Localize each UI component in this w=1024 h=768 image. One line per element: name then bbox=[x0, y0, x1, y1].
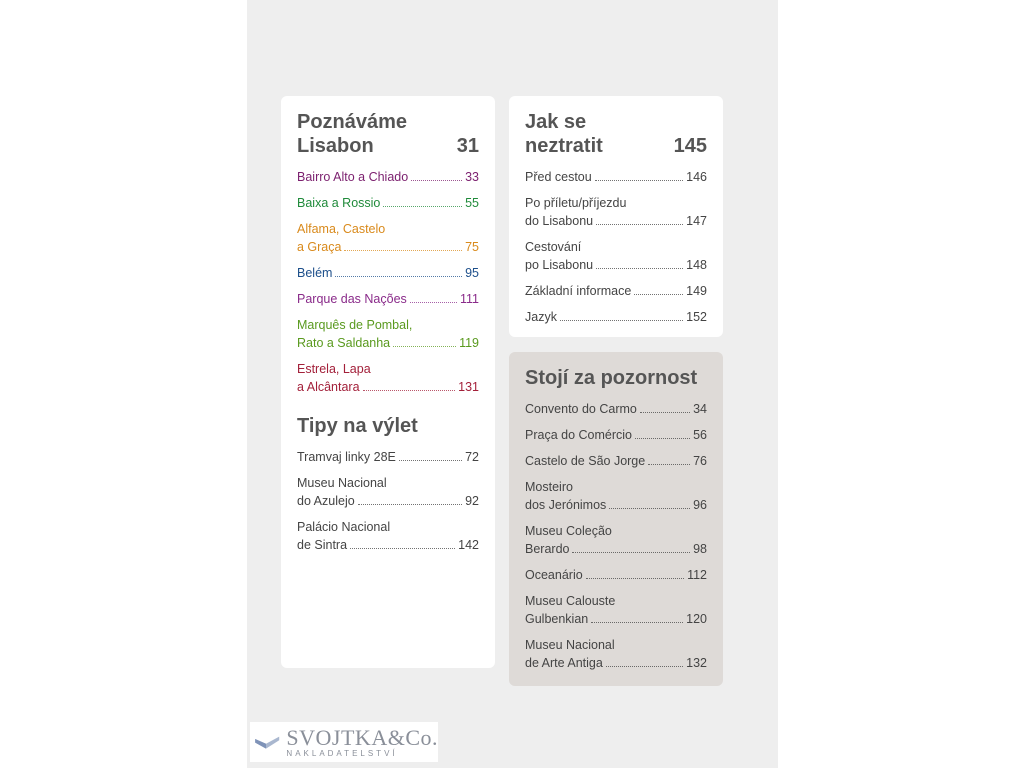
dot-leader bbox=[358, 494, 462, 505]
toc-entry-page-number: 112 bbox=[687, 568, 707, 582]
toc-entry-page-number: 120 bbox=[686, 612, 707, 626]
toc-entry-title: Berardo bbox=[525, 542, 570, 556]
toc-entry-line bbox=[525, 256, 707, 274]
toc-entry-line bbox=[297, 194, 479, 212]
toc-entry-page-number: 34 bbox=[693, 402, 707, 416]
toc-entry bbox=[297, 360, 479, 396]
toc-entry-line bbox=[297, 290, 479, 308]
toc-entry-title-line-1: Museu Nacional bbox=[525, 638, 615, 652]
toc-entry-title: de Arte Antiga bbox=[525, 656, 603, 670]
publisher-logo bbox=[250, 722, 438, 762]
dot-leader bbox=[596, 258, 683, 269]
toc-entry-line bbox=[297, 238, 479, 256]
toc-panel-explore bbox=[281, 96, 495, 668]
toc-entry-page-number: 146 bbox=[686, 170, 707, 184]
toc-entry-page-number: 72 bbox=[465, 450, 479, 464]
toc-entry-page-number: 132 bbox=[686, 656, 707, 670]
toc-panel-highlights bbox=[509, 352, 723, 686]
toc-entry bbox=[297, 448, 479, 466]
title-line-1: Jak se bbox=[525, 111, 587, 133]
toc-entry bbox=[525, 194, 707, 230]
toc-entry-line bbox=[525, 282, 707, 300]
toc-entry-page-number: 95 bbox=[465, 266, 479, 280]
book-logo-icon bbox=[254, 727, 280, 757]
toc-entry bbox=[525, 308, 707, 326]
toc-entry bbox=[525, 566, 707, 584]
toc-entry-page-number: 56 bbox=[693, 428, 707, 442]
title-line-1: Poznáváme bbox=[297, 111, 408, 133]
toc-panel-practical bbox=[509, 96, 723, 337]
logo-subtitle: NAKLADATELSTVÍ bbox=[286, 748, 398, 758]
toc-entry-title: Convento do Carmo bbox=[525, 402, 637, 416]
toc-entry-title: Gulbenkian bbox=[525, 612, 589, 626]
toc-entry-line bbox=[297, 264, 479, 282]
toc-entry-line bbox=[297, 536, 479, 554]
toc-entry-title: po Lisabonu bbox=[525, 258, 594, 272]
toc-entry bbox=[525, 400, 707, 418]
toc-entry-title-line-1: Po příletu/příjezdu bbox=[525, 196, 627, 210]
toc-entry-title: do Lisabonu bbox=[525, 214, 594, 228]
toc-entry-title: Belém bbox=[297, 266, 333, 280]
dot-leader bbox=[411, 170, 462, 181]
toc-entry-title: Bairro Alto a Chiado bbox=[297, 170, 409, 184]
toc-entry-title-line-1: Museu Calouste bbox=[525, 594, 616, 608]
dot-leader bbox=[383, 196, 462, 207]
toc-entry bbox=[297, 220, 479, 256]
dot-leader bbox=[344, 240, 462, 251]
toc-entry-line bbox=[525, 400, 707, 418]
toc-entry-title-line-1: Museu Coleção bbox=[525, 524, 612, 538]
toc-entry bbox=[297, 518, 479, 554]
toc-entry-title-line-1: Alfama, Castelo bbox=[297, 222, 386, 236]
section-title-stoji-za-pozornost bbox=[525, 366, 707, 390]
dot-leader bbox=[560, 310, 683, 321]
toc-entry-title: Jazyk bbox=[525, 310, 557, 324]
toc-list-practical bbox=[525, 168, 707, 326]
toc-entry-title-line-1: Mosteiro bbox=[525, 480, 573, 494]
toc-entry-title-line-1: Cestování bbox=[525, 240, 582, 254]
toc-entry-title: Baixa a Rossio bbox=[297, 196, 381, 210]
dot-leader bbox=[591, 612, 683, 623]
dot-leader bbox=[363, 380, 456, 391]
dot-leader bbox=[595, 170, 683, 181]
dot-leader bbox=[596, 214, 683, 225]
dot-leader bbox=[572, 542, 690, 553]
dot-leader bbox=[393, 336, 456, 347]
toc-entry-line bbox=[525, 566, 707, 584]
dot-leader bbox=[648, 454, 690, 465]
toc-entry bbox=[297, 290, 479, 308]
toc-entry-line bbox=[525, 654, 707, 672]
toc-entry-page-number: 111 bbox=[459, 292, 479, 306]
toc-entry bbox=[525, 592, 707, 628]
dot-leader bbox=[640, 402, 690, 413]
toc-entry-line bbox=[525, 308, 707, 326]
dot-leader bbox=[609, 498, 690, 509]
toc-entry-title: Před cestou bbox=[525, 170, 592, 184]
toc-entry-page-number: 92 bbox=[465, 494, 479, 508]
toc-entry bbox=[525, 426, 707, 444]
toc-entry bbox=[525, 238, 707, 274]
toc-entry-line bbox=[297, 168, 479, 186]
toc-entry-line bbox=[525, 212, 707, 230]
toc-entry-page-number: 142 bbox=[458, 538, 479, 552]
toc-entry-title: a Graça bbox=[297, 240, 342, 254]
toc-entry-line bbox=[297, 378, 479, 396]
toc-entry-line bbox=[525, 452, 707, 470]
toc-entry bbox=[297, 316, 479, 352]
toc-entry-line bbox=[525, 426, 707, 444]
section-title-poznavame bbox=[297, 110, 479, 158]
toc-entry-line bbox=[297, 492, 479, 510]
toc-entry bbox=[525, 168, 707, 186]
section-page-number: 145 bbox=[673, 135, 707, 157]
toc-entry-title: Tramvaj linky 28E bbox=[297, 450, 396, 464]
toc-entry-page-number: 131 bbox=[458, 380, 479, 394]
toc-entry-title: Základní informace bbox=[525, 284, 632, 298]
logo-brand: SVOJTKA&Co. bbox=[286, 724, 438, 750]
dot-leader bbox=[586, 568, 684, 579]
section-title-text bbox=[525, 110, 603, 158]
dot-leader bbox=[634, 284, 683, 295]
toc-entry-page-number: 75 bbox=[465, 240, 479, 254]
toc-entry-page-number: 98 bbox=[693, 542, 707, 556]
title-line-2: Lisabon bbox=[297, 135, 374, 157]
dot-leader bbox=[606, 656, 683, 667]
toc-entry-title: Parque das Nações bbox=[297, 292, 407, 306]
section-title-jak-se-neztratit bbox=[525, 110, 707, 158]
toc-entry bbox=[297, 474, 479, 510]
toc-entry-page-number: 33 bbox=[465, 170, 479, 184]
toc-entry-page-number: 96 bbox=[693, 498, 707, 512]
section-title-text: Tipy na výlet bbox=[297, 415, 418, 437]
toc-entry-page-number: 147 bbox=[686, 214, 707, 228]
dot-leader bbox=[399, 450, 462, 461]
dot-leader bbox=[350, 538, 455, 549]
toc-entry bbox=[297, 168, 479, 186]
toc-entry bbox=[525, 478, 707, 514]
toc-entry-page-number: 55 bbox=[465, 196, 479, 210]
toc-entry-line bbox=[525, 540, 707, 558]
toc-entry-title-line-1: Marquês de Pombal, bbox=[297, 318, 413, 332]
toc-entry-title-line-1: Museu Nacional bbox=[297, 476, 387, 490]
toc-entry bbox=[297, 194, 479, 212]
section-title-text bbox=[297, 110, 407, 158]
section-page-number: 31 bbox=[456, 135, 479, 157]
toc-entry bbox=[525, 636, 707, 672]
toc-entry-page-number: 76 bbox=[693, 454, 707, 468]
logo-text bbox=[286, 724, 438, 758]
toc-entry-title: Oceanário bbox=[525, 568, 583, 582]
toc-entry-title-line-1: Palácio Nacional bbox=[297, 520, 391, 534]
section-title-text: Stojí za pozornost bbox=[525, 367, 698, 389]
toc-list-districts bbox=[297, 168, 479, 396]
toc-list-highlights bbox=[525, 400, 707, 672]
dot-leader bbox=[335, 266, 462, 277]
toc-entry-page-number: 152 bbox=[686, 310, 707, 324]
section-title-tipy bbox=[297, 414, 479, 438]
toc-entry bbox=[525, 452, 707, 470]
toc-entry-line bbox=[297, 448, 479, 466]
toc-entry-title: Castelo de São Jorge bbox=[525, 454, 646, 468]
toc-entry-title: dos Jerónimos bbox=[525, 498, 607, 512]
toc-entry-title: Praça do Comércio bbox=[525, 428, 632, 442]
toc-entry-line bbox=[525, 496, 707, 514]
toc-entry-title: de Sintra bbox=[297, 538, 348, 552]
toc-entry-line bbox=[297, 334, 479, 352]
toc-entry bbox=[297, 264, 479, 282]
toc-entry-page-number: 119 bbox=[459, 336, 479, 350]
toc-entry-title: do Azulejo bbox=[297, 494, 355, 508]
title-line-2: neztratit bbox=[525, 135, 603, 157]
toc-entry bbox=[525, 522, 707, 558]
toc-entry bbox=[525, 282, 707, 300]
toc-entry-title-line-1: Estrela, Lapa bbox=[297, 362, 371, 376]
dot-leader bbox=[410, 292, 457, 303]
toc-entry-title: Rato a Saldanha bbox=[297, 336, 391, 350]
toc-entry-page-number: 148 bbox=[686, 258, 707, 272]
toc-entry-title: a Alcântara bbox=[297, 380, 360, 394]
toc-entry-page-number: 149 bbox=[686, 284, 707, 298]
dot-leader bbox=[635, 428, 690, 439]
toc-entry-line bbox=[525, 610, 707, 628]
toc-list-trips bbox=[297, 448, 479, 554]
toc-entry-line bbox=[525, 168, 707, 186]
